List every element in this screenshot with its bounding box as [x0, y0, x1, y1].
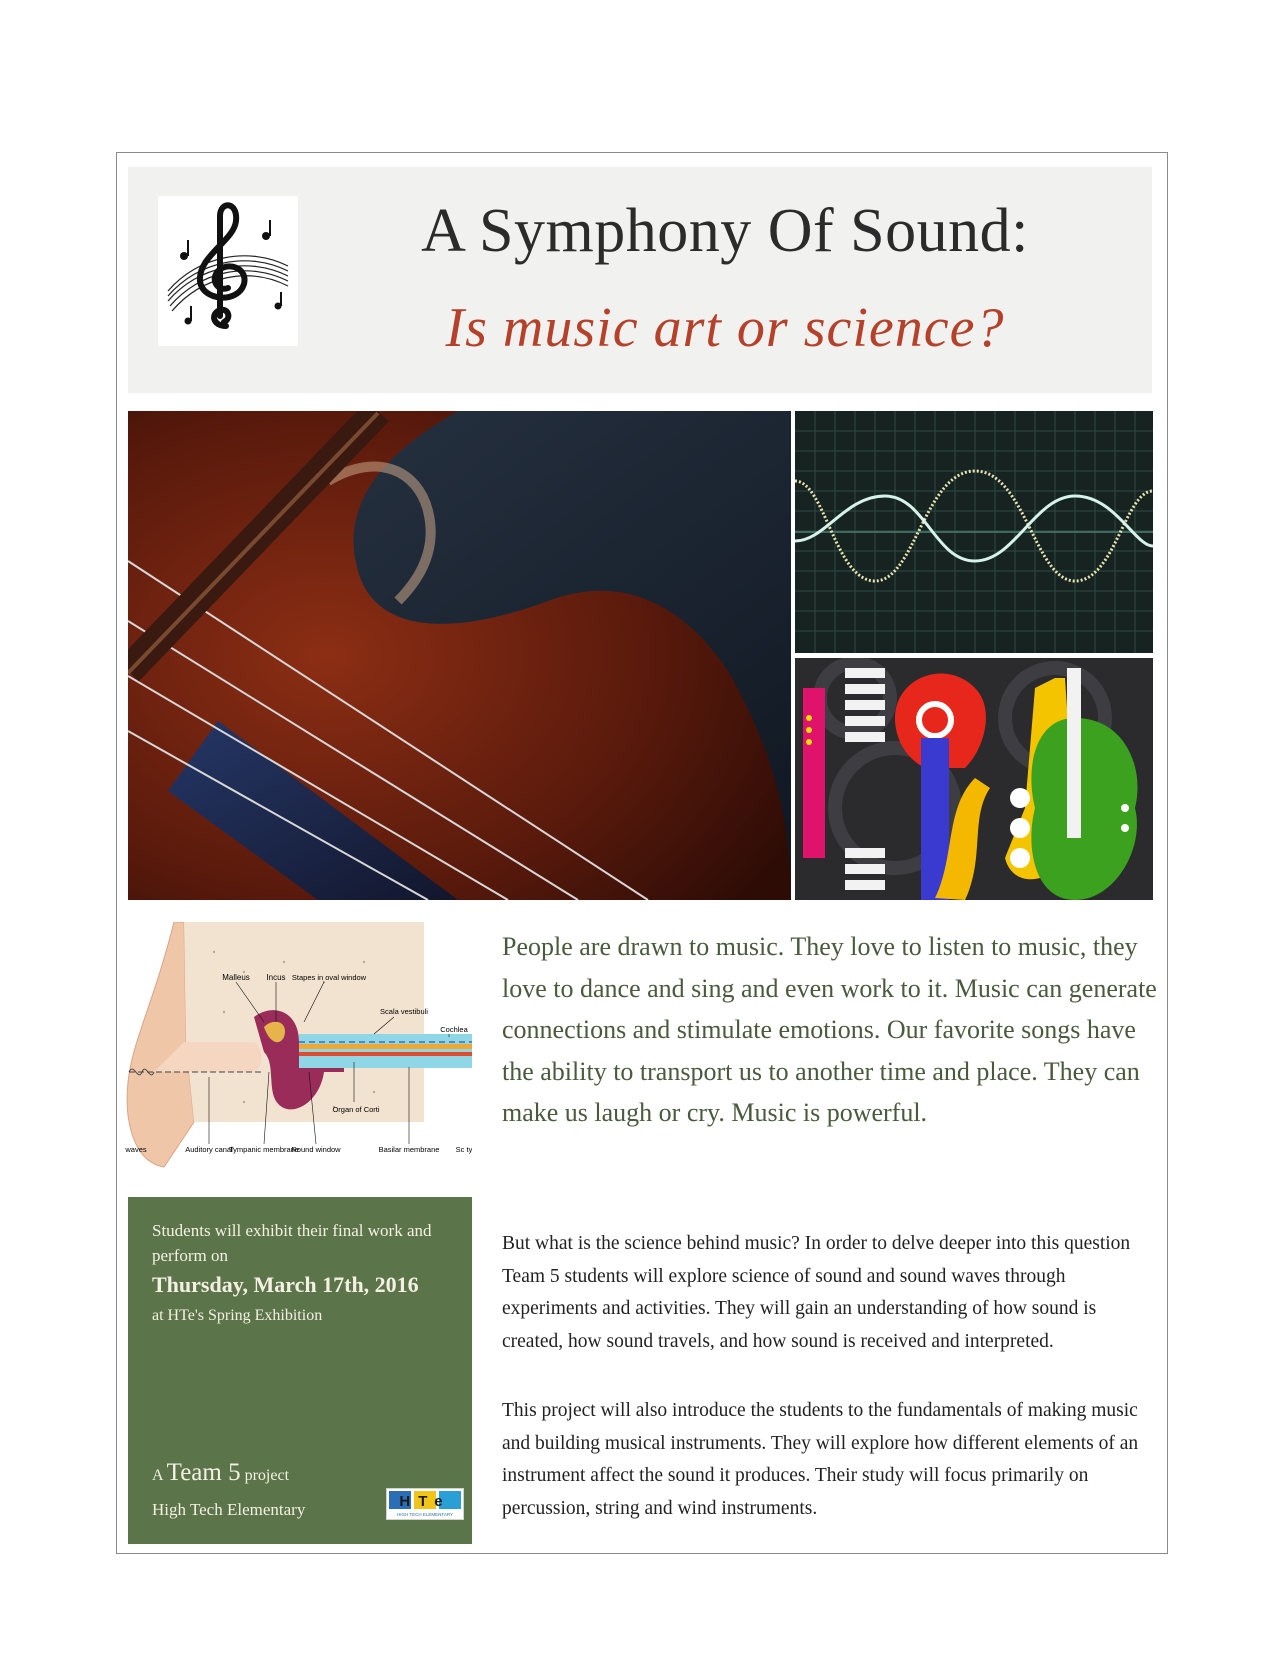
hte-logo [386, 1488, 464, 1520]
ear-label-sc: Sc ty [455, 1145, 472, 1154]
event-date: Thursday, March 17th, 2016 [152, 1272, 419, 1297]
team-credit [152, 1460, 289, 1488]
body-paragraph-2: This project will also introduce the students to the fundamentals of making music and building musical instruments. They will explore how different elements of an instrument affect the sound it produces. Their study will focus primarily on percussion, string and wind instruments. [502, 1400, 1139, 1519]
ear-label-basilar: Basilar membrane [378, 1145, 440, 1154]
instruments-illustration [795, 658, 1153, 900]
intro-paragraph: People are drawn to music. They love to listen to music, they love to dance and sing and even work to it. Music can generate connections and stimulate emotions. Our favorite songs have the ability to transport us to another time and place. They can make us laugh or cry. Music is powerful. [502, 932, 1157, 1127]
ear-label-cochlea: Cochlea [440, 1025, 468, 1034]
ear-label-stapes: Stapes in oval window [291, 973, 367, 982]
ear-label-malleus: Malleus [222, 973, 250, 982]
school-name: High Tech Elementary [152, 1500, 306, 1519]
team-suffix: project [244, 1467, 290, 1484]
team-name: Team 5 [166, 1459, 241, 1486]
ear-label-waves: waves [125, 1145, 147, 1154]
violin-photo [128, 411, 791, 900]
body-paragraph-1: But what is the science behind music? In order to delve deeper into this question Team 5 students will explore science of sound and sound waves through experiments and activities. They will gain an understanding of how sound is created, how sound travels, and how sound is received and interpreted. [502, 1233, 1131, 1352]
ear-label-tympanic: Tympanic membrane [228, 1145, 300, 1154]
ear-label-round-window: Round window [291, 1145, 341, 1154]
ear-diagram [124, 922, 472, 1184]
ear-label-incus: Incus [266, 973, 286, 982]
page-subtitle: Is music art or science? [445, 297, 1005, 359]
ear-label-organ-of-corti: Organ of Corti [332, 1105, 380, 1114]
hte-logo-text: HTe [399, 1493, 451, 1510]
ear-label-auditory-canal: Auditory canal [185, 1145, 233, 1154]
treble-clef-logo-icon [158, 196, 298, 346]
ear-label-scala-vestibuli: Scala vestibuli [380, 1007, 428, 1016]
page-title: A Symphony Of Sound: [421, 197, 1029, 265]
event-location: at HTe's Spring Exhibition [152, 1307, 323, 1324]
event-intro-text: Students will exhibit their final work and perform on [152, 1221, 432, 1265]
sound-wave-photo [795, 411, 1153, 653]
hte-logo-caption: HIGH TECH ELEMENTARY [396, 1512, 454, 1517]
team-prefix: A [152, 1467, 163, 1484]
